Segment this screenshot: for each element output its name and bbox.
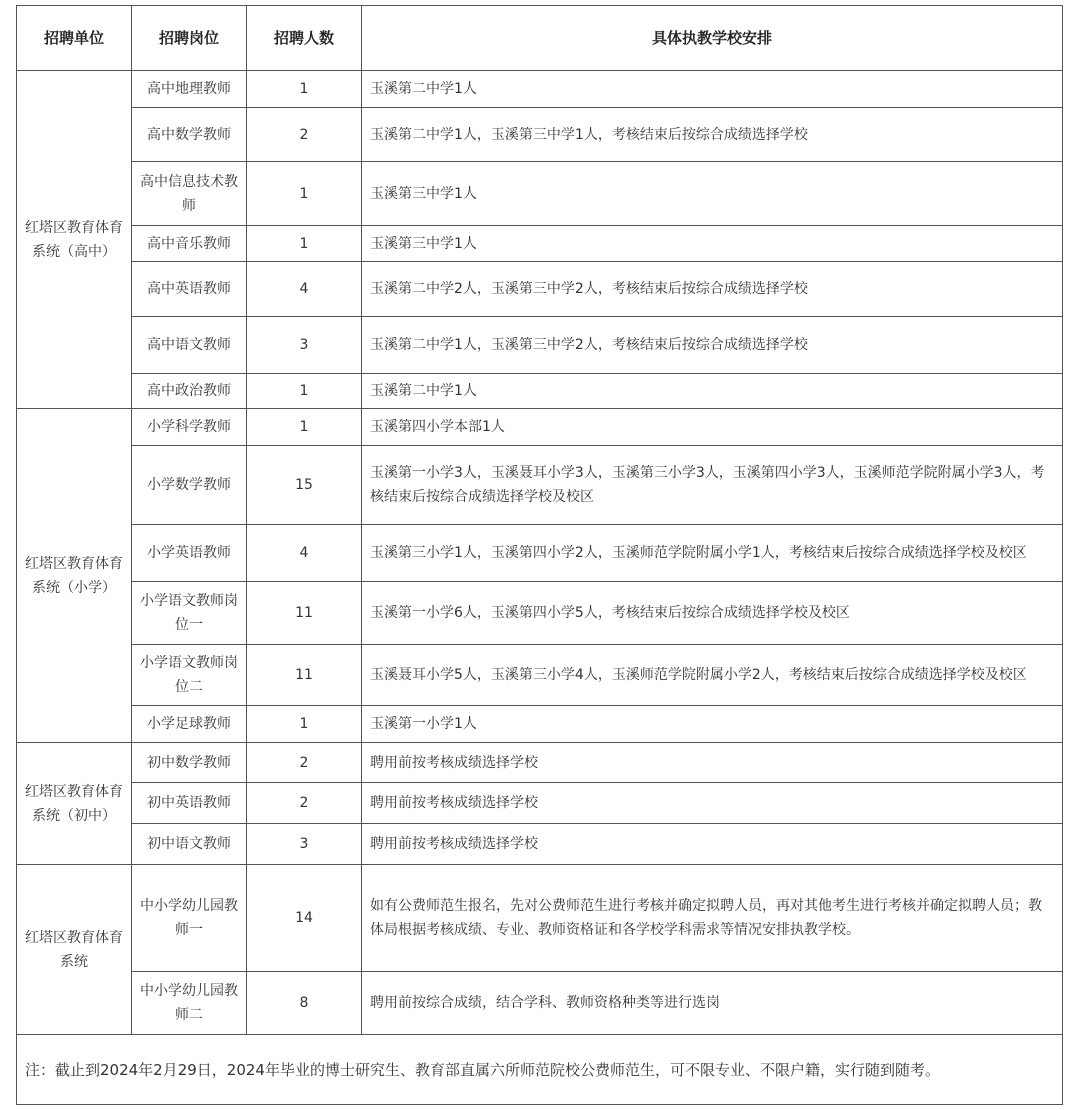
post-cell: 高中英语教师 [132,262,247,317]
post-cell: 初中英语教师 [132,783,247,824]
unit-cell: 红塔区教育体育系统 [17,865,132,1035]
table-row [17,317,1063,374]
header-count: 招聘人数 [247,6,362,71]
table-row [17,162,1063,226]
post-cell: 高中语文教师 [132,317,247,374]
post-cell: 高中地理教师 [132,71,247,108]
count-cell: 1 [247,409,362,446]
post-cell: 小学科学教师 [132,409,247,446]
count-cell: 2 [247,108,362,162]
count-cell: 11 [247,645,362,706]
arrangement-cell: 玉溪第二中学1人，玉溪第三中学2人，考核结束后按综合成绩选择学校 [362,317,1063,374]
arrangement-cell: 玉溪第一小学3人，玉溪聂耳小学3人，玉溪第三小学3人，玉溪第四小学3人，玉溪师范学院附属小学3人，考核结束后按综合成绩选择学校及校区 [362,446,1063,525]
arrangement-cell: 玉溪第二中学2人，玉溪第三中学2人，考核结束后按综合成绩选择学校 [362,262,1063,317]
table-row [17,824,1063,865]
count-cell: 1 [247,226,362,262]
count-cell: 2 [247,783,362,824]
post-cell: 高中信息技术教师 [132,162,247,226]
post-cell: 小学语文教师岗位一 [132,582,247,645]
count-cell: 1 [247,162,362,226]
arrangement-cell: 玉溪第三中学1人 [362,226,1063,262]
table-row [17,262,1063,317]
table-row [17,706,1063,743]
unit-cell: 红塔区教育体育系统（小学） [17,409,132,743]
table-row [17,645,1063,706]
arrangement-cell: 玉溪第一小学1人 [362,706,1063,743]
post-cell: 中小学幼儿园教师一 [132,865,247,972]
table-row [17,108,1063,162]
arrangement-cell: 聘用前按综合成绩，结合学科、教师资格种类等进行选岗 [362,972,1063,1035]
arrangement-cell: 玉溪第一小学6人，玉溪第四小学5人，考核结束后按综合成绩选择学校及校区 [362,582,1063,645]
post-cell: 高中数学教师 [132,108,247,162]
arrangement-cell: 玉溪第二中学1人，玉溪第三中学1人，考核结束后按综合成绩选择学校 [362,108,1063,162]
recruitment-table [16,5,1063,1105]
count-cell: 14 [247,865,362,972]
header-arrangement: 具体执教学校安排 [362,6,1063,71]
table-row [17,972,1063,1035]
table-row [17,446,1063,525]
count-cell: 3 [247,824,362,865]
post-cell: 高中政治教师 [132,374,247,409]
count-cell: 15 [247,446,362,525]
table-row [17,582,1063,645]
post-cell: 初中数学教师 [132,743,247,783]
post-cell: 小学数学教师 [132,446,247,525]
count-cell: 2 [247,743,362,783]
arrangement-cell: 聘用前按考核成绩选择学校 [362,783,1063,824]
post-cell: 小学英语教师 [132,525,247,582]
arrangement-cell: 玉溪聂耳小学5人，玉溪第三小学4人，玉溪师范学院附属小学2人，考核结束后按综合成绩选择学校及校区 [362,645,1063,706]
unit-cell: 红塔区教育体育系统（初中） [17,743,132,865]
post-cell: 小学足球教师 [132,706,247,743]
count-cell: 8 [247,972,362,1035]
post-cell: 高中音乐教师 [132,226,247,262]
arrangement-cell: 玉溪第二中学1人 [362,374,1063,409]
arrangement-cell: 玉溪第三小学1人，玉溪第四小学2人，玉溪师范学院附属小学1人，考核结束后按综合成绩选择学校及校区 [362,525,1063,582]
table-row [17,226,1063,262]
count-cell: 1 [247,374,362,409]
post-cell: 中小学幼儿园教师二 [132,972,247,1035]
arrangement-cell: 聘用前按考核成绩选择学校 [362,824,1063,865]
arrangement-cell: 如有公费师范生报名，先对公费师范生进行考核并确定拟聘人员，再对其他考生进行考核并确定拟聘人员；教体局根据考核成绩、专业、教师资格证和各学校学科需求等情况安排执教学校。 [362,865,1063,972]
arrangement-cell: 玉溪第三中学1人 [362,162,1063,226]
table-row [17,71,1063,108]
table-row [17,409,1063,446]
footnote: 注：截止到2024年2月29日，2024年毕业的博士研究生、教育部直属六所师范院校公费师范生，可不限专业、不限户籍，实行随到随考。 [17,1035,1063,1105]
arrangement-cell: 玉溪第二中学1人 [362,71,1063,108]
table-body [17,71,1063,1035]
count-cell: 3 [247,317,362,374]
count-cell: 1 [247,71,362,108]
header-unit: 招聘单位 [17,6,132,71]
table-row [17,783,1063,824]
count-cell: 4 [247,262,362,317]
table-row [17,374,1063,409]
table-row [17,525,1063,582]
arrangement-cell: 聘用前按考核成绩选择学校 [362,743,1063,783]
count-cell: 1 [247,706,362,743]
post-cell: 初中语文教师 [132,824,247,865]
note-row [17,1035,1063,1105]
arrangement-cell: 玉溪第四小学本部1人 [362,409,1063,446]
count-cell: 11 [247,582,362,645]
post-cell: 小学语文教师岗位二 [132,645,247,706]
table-row [17,743,1063,783]
unit-cell: 红塔区教育体育系统（高中） [17,71,132,409]
header-row [17,6,1063,71]
header-post: 招聘岗位 [132,6,247,71]
count-cell: 4 [247,525,362,582]
table-row [17,865,1063,972]
